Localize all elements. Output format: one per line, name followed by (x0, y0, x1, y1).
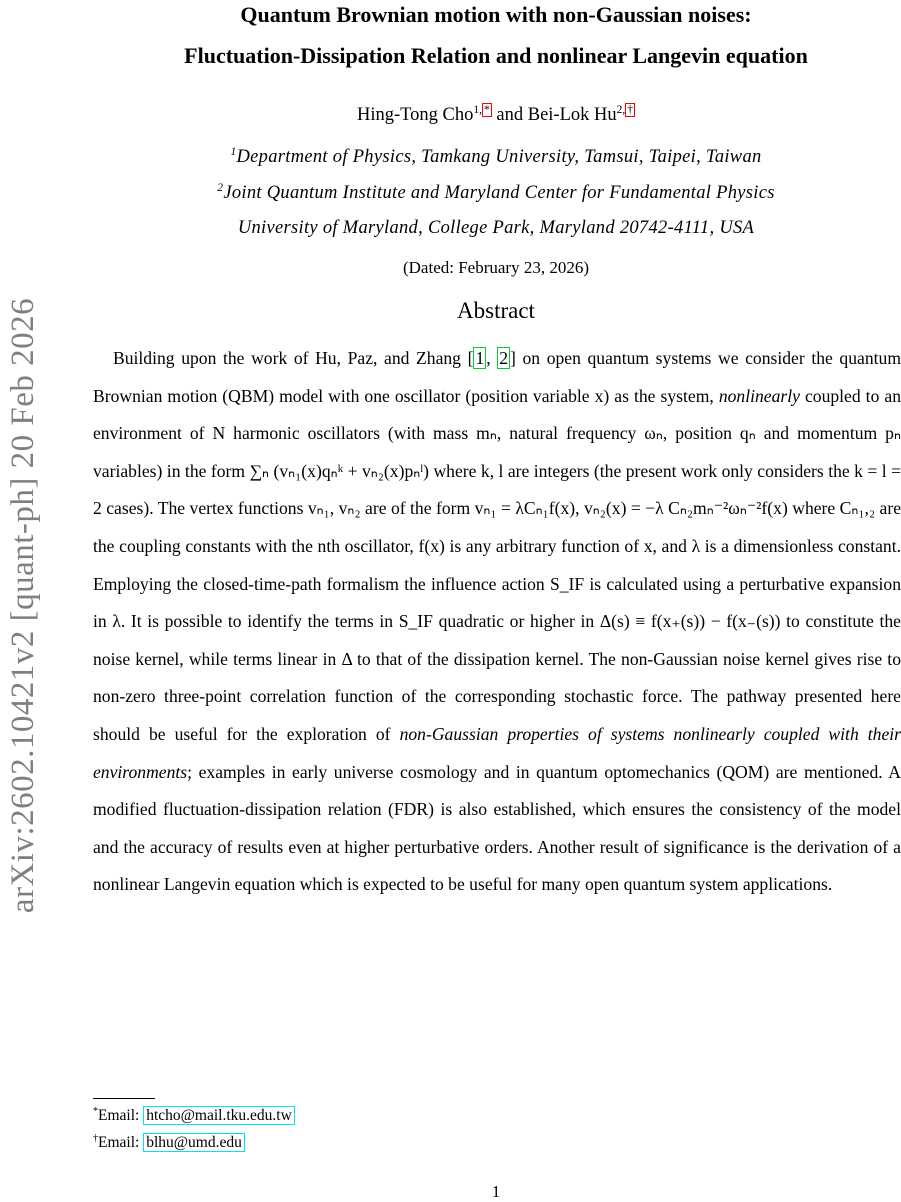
citation-link-2[interactable]: 2 (499, 348, 509, 368)
author-1-affil: 1, * (473, 104, 490, 116)
author-2-footnote-link[interactable]: † (627, 104, 633, 116)
author-line (90, 104, 901, 126)
author-conjunction: and (496, 105, 524, 125)
footnote-rule (93, 1098, 155, 1099)
arxiv-stamp-text: arXiv:2602.10421v2 [quant-ph] 20 Feb 2026 (5, 297, 42, 913)
email-link-1[interactable]: htcho@mail.tku.edu.tw (143, 1106, 295, 1125)
author-1-footnote-link[interactable]: * (484, 104, 490, 116)
emphasis-nonlinearly: nonlinearly (718, 385, 800, 406)
author-1-name: Hing-Tong Cho (357, 105, 474, 125)
abstract-body: Building upon the work of Hu, Paz, and Zhang [ 1 , 2 ] on open quantum systems we consider the quantum Brownian motion (QBM) model with one oscillator (position variable x) as the system, nonlinearly coupled to an environment of N harmonic oscillators (with mass mₙ, natural frequency ωₙ, position qₙ and momentum pₙ variables) in the form ∑ₙ (vₙ₁(x)qₙᵏ + vₙ₂(x)pₙˡ) where k, l are integers (the present work only considers the k = l = 2 cases). The vertex functions vₙ₁, vₙ₂ are of the form vₙ₁ = λCₙ₁f(x), vₙ₂(x) = −λ Cₙ₂mₙ⁻²ωₙ⁻²f(x) where Cₙ₁,₂ are the coupling constants with the nth oscillator, f(x) is any arbitrary function of x, and λ is a dimensionless constant. Employing the closed-time-path formalism the influence action S_IF is calculated using a perturbative expansion in λ. It is possible to identify the terms in S_IF quadratic or higher in Δ(s) ≡ f(x₊(s)) − f(x₋(s)) to constitute the noise kernel, while terms linear in Δ to that of the dissipation kernel. The non-Gaussian noise kernel gives rise to non-zero three-point correlation function of the corresponding stochastic force. The pathway presented here should be useful for the exploration of non-Gaussian properties of systems nonlinearly coupled with their environments; examples in early universe cosmology and in quantum optomechanics (QOM) are mentioned. A modified fluctuation-dissipation relation (FDR) is also established, which ensures the consistency of the model and the accuracy of results even at higher perturbative orders. Another result of significance is the derivation of a nonlinear Langevin equation which is expected to be useful for many open quantum system applications. (93, 348, 901, 895)
author-2-name: Bei-Lok Hu (527, 105, 617, 125)
email-link-2[interactable]: blhu@umd.edu (143, 1133, 245, 1152)
affiliation-2: $^2$Joint Quantum Institute and Maryland Center for Fundamental Physics (217, 182, 775, 203)
footnote-2: †Email: blhu@umd.edu (93, 1133, 245, 1152)
arxiv-stamp (4, 285, 44, 925)
title-line-1: Quantum Brownian motion with non-Gaussian noises: (240, 2, 752, 27)
abstract-heading: Abstract (457, 298, 535, 323)
emphasis-non-gaussian: non-Gaussian properties of systems nonlinearly coupled with their environments (93, 723, 901, 782)
citation-link-1[interactable]: 1 (475, 348, 485, 368)
author-2-affil: 2, † (616, 104, 633, 116)
page-number: 1 (491, 1182, 501, 1201)
affiliation-2-line-2: University of Maryland, College Park, Maryland 20742-4111, USA (237, 218, 755, 238)
title-line-2: Fluctuation-Dissipation Relation and nonlinear Langevin equation (184, 43, 808, 68)
affiliation-1: $^1$Department of Physics, Tamkang University, Tamsui, Taipei, Taiwan (230, 146, 762, 167)
date-line: (Dated: February 23, 2026) (402, 258, 589, 277)
footnote-1: *Email: htcho@mail.tku.edu.tw (93, 1106, 295, 1125)
